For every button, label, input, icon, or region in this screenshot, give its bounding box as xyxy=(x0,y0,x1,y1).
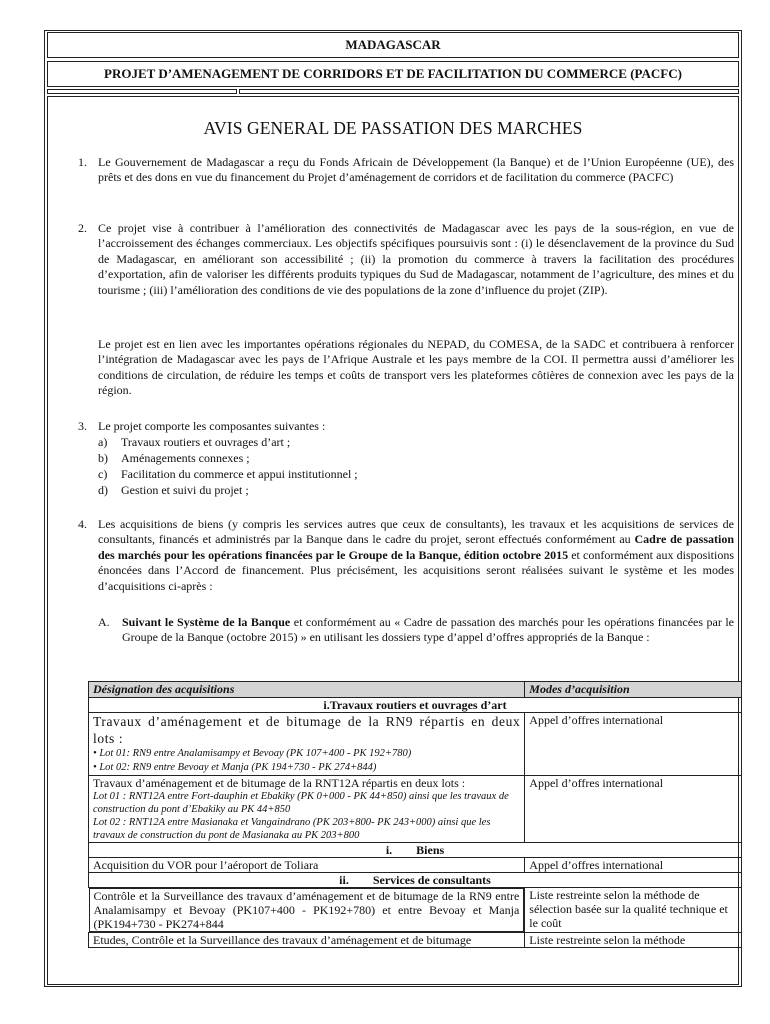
table-cell-designation: Contrôle et la Surveillance des travaux d’aménagement et de bitumage de la RN9 entre Analamisampy et Bevoay (PK107+400 - PK192+780) et entre Bevoay et Manja (PK194+730 - PK274+844 xyxy=(89,888,525,932)
paragraph-a xyxy=(122,615,734,646)
component-letter: d) xyxy=(98,483,108,497)
paragraph-a-bold: Suivant le Système de la Banque xyxy=(122,615,291,629)
table-cell-designation: Etudes, Contrôle et la Surveillance des travaux d’aménagement et de bitumage xyxy=(89,933,525,948)
table-cell-designation: Acquisition du VOR pour l’aéroport de Toliara xyxy=(89,858,525,873)
subitem-label-a: A. xyxy=(98,615,110,629)
section-consultants: ii. Services de consultants xyxy=(89,873,742,888)
component-text: Gestion et suivi du projet ; xyxy=(121,483,249,497)
document-title: AVIS GENERAL DE PASSATION DES MARCHES xyxy=(203,118,583,138)
lot-bullet: • Lot 01: RN9 entre Analamisampy et Bevoay (PK 107+400 - PK 192+780) xyxy=(93,748,412,759)
item-number-2: 2. xyxy=(78,221,87,235)
header-separator-left xyxy=(47,89,237,94)
column-header-designation: Désignation des acquisitions xyxy=(89,682,525,698)
table-cell-mode: Appel d’offres international xyxy=(525,776,742,843)
component-text: Travaux routiers et ouvrages d’art ; xyxy=(121,435,291,449)
table-cell-designation xyxy=(89,776,525,843)
table-cell-mode: Appel d’offres international xyxy=(525,713,742,776)
table-section-row xyxy=(89,873,742,888)
lot-text: Lot 01 : RNT12A entre Fort-dauphin et Ebakiky (PK 0+000 - PK 44+850) ainsi que les travaux de construction du pont d’Ebakiky au PK 44+850 xyxy=(93,791,509,815)
paragraph-4 xyxy=(98,517,734,594)
component-text: Facilitation du commerce et appui institutionnel ; xyxy=(121,467,358,481)
table-row xyxy=(89,776,742,843)
table-cell-designation xyxy=(89,713,525,776)
row-title: Travaux d’aménagement et de bitumage de la RNT12A répartis en deux lots : xyxy=(93,776,466,790)
paragraph-a-text: et conformément au « Cadre de passation des marchés pour les opérations financées par le Groupe de la Banque (octobre 2015) » en utilisant les dossiers type d’appel d’offres appropriés de la Banque : xyxy=(122,615,735,645)
component-c xyxy=(98,467,358,482)
row-title: Travaux d’aménagement et de bitumage de la RN9 répartis en deux lots : xyxy=(93,714,521,746)
table-cell-mode: Liste restreinte selon la méthode xyxy=(525,933,742,948)
component-b xyxy=(98,451,250,466)
component-letter: a) xyxy=(98,435,108,449)
paragraph-1: Le Gouvernement de Madagascar a reçu du Fonds Africain de Développement (la Banque) et de l’Union Européenne (UE), des prêts et des dons en vue du financement du Projet d’aménagement de corridors et de facilitation du commerce (PACFC) xyxy=(98,155,734,185)
table-row xyxy=(89,713,742,776)
lot-bullet: • Lot 02: RN9 entre Bevoay et Manja (PK 194+730 - PK 274+844) xyxy=(93,762,377,773)
column-header-mode: Modes d’acquisition xyxy=(525,682,742,698)
section-travaux: i.Travaux routiers et ouvrages d’art xyxy=(89,698,742,713)
lot-text: Lot 01: RN9 entre Analamisampy et Bevoay (PK 107+400 - PK 192+780) xyxy=(99,748,412,759)
acquisitions-table xyxy=(88,681,742,948)
paragraph-4-text: Les acquisitions de biens (y compris les services autres que ceux de consultants), les travaux et les acquisitions de services de consultants, financés et administrés par la Banque dans le cadre du projet, seront effectués conformément au xyxy=(98,517,734,547)
table-cell-mode: Appel d’offres international xyxy=(525,858,742,873)
section-biens: i. Biens xyxy=(89,843,742,858)
item-number-3: 3. xyxy=(78,419,87,433)
table-section-row xyxy=(89,698,742,713)
component-letter: b) xyxy=(98,451,108,465)
table-row xyxy=(89,858,742,873)
table-cell-mode: Liste restreinte selon la méthode de sélection basée sur la qualité technique et le coût xyxy=(525,888,742,933)
paragraph-4-text-end: et conformément aux dispositions énoncées dans l’Accord de financement. Plus précisément, les acquisitions seront réalisées suivant le système et les modes d’acquisitions ci-après : xyxy=(98,547,735,593)
table-row xyxy=(89,888,742,933)
paragraph-4-bold: Cadre de passation des marchés pour les opérations financées par le Groupe de la Banque, édition octobre 2015 xyxy=(98,532,734,562)
component-text: Aménagements connexes ; xyxy=(121,451,250,465)
component-letter: c) xyxy=(98,467,108,481)
table-header-row xyxy=(89,682,742,698)
paragraph-2a: Ce projet vise à contribuer à l’amélioration des connectivités de Madagascar avec les pays de la sous-région, en vue de l’accroissement des échanges commerciaux. Les objectifs spécifiques poursuivis sont : (i) le désenclavement de la province du Sud de Madagascar, en améliorant son accessibilité ; (ii) la promotion du commerce à travers la facilitation des procédures d’exportation, afin de valoriser les différents produits typiques du Sud de Madagascar, notamment de l’agriculture, des mines et du tourisme ; (iii) l’amélioration des conditions de vie des populations de la zone d’influence du projet (ZIP). xyxy=(98,221,734,297)
paragraph-3: Le projet comporte les composantes suivantes : xyxy=(98,419,326,433)
header-project: PROJET D’AMENAGEMENT DE CORRIDORS ET DE FACILITATION DU COMMERCE (PACFC) xyxy=(47,61,739,87)
component-a xyxy=(98,435,290,450)
component-d xyxy=(98,483,249,498)
header-country: MADAGASCAR xyxy=(47,32,739,58)
item-number-4: 4. xyxy=(78,517,87,531)
item-number-1: 1. xyxy=(78,155,87,169)
lot-text: Lot 02: RN9 entre Bevoay et Manja (PK 194+730 - PK 274+844) xyxy=(99,762,377,773)
lot-text: Lot 02 : RNT12A entre Masianaka et Vangaindrano (PK 203+800- PK 243+000) ainsi que les travaux de construction du pont de Masianaka au PK 203+800 xyxy=(93,817,491,841)
table-row xyxy=(89,933,742,948)
table-section-row xyxy=(89,843,742,858)
header-separator-right xyxy=(239,89,739,94)
paragraph-2b: Le projet est en lien avec les importantes opérations régionales du NEPAD, du COMESA, de la SADC et contribuera à renforcer l’intégration de Madagascar avec les pays de l’Afrique Australe et les pays membre de la COI. Il permettra aussi d’améliorer les conditions de circulation, de réduire les temps et coûts de transport vers les plateformes côtières de connexion avec les pays de la région. xyxy=(98,337,734,398)
